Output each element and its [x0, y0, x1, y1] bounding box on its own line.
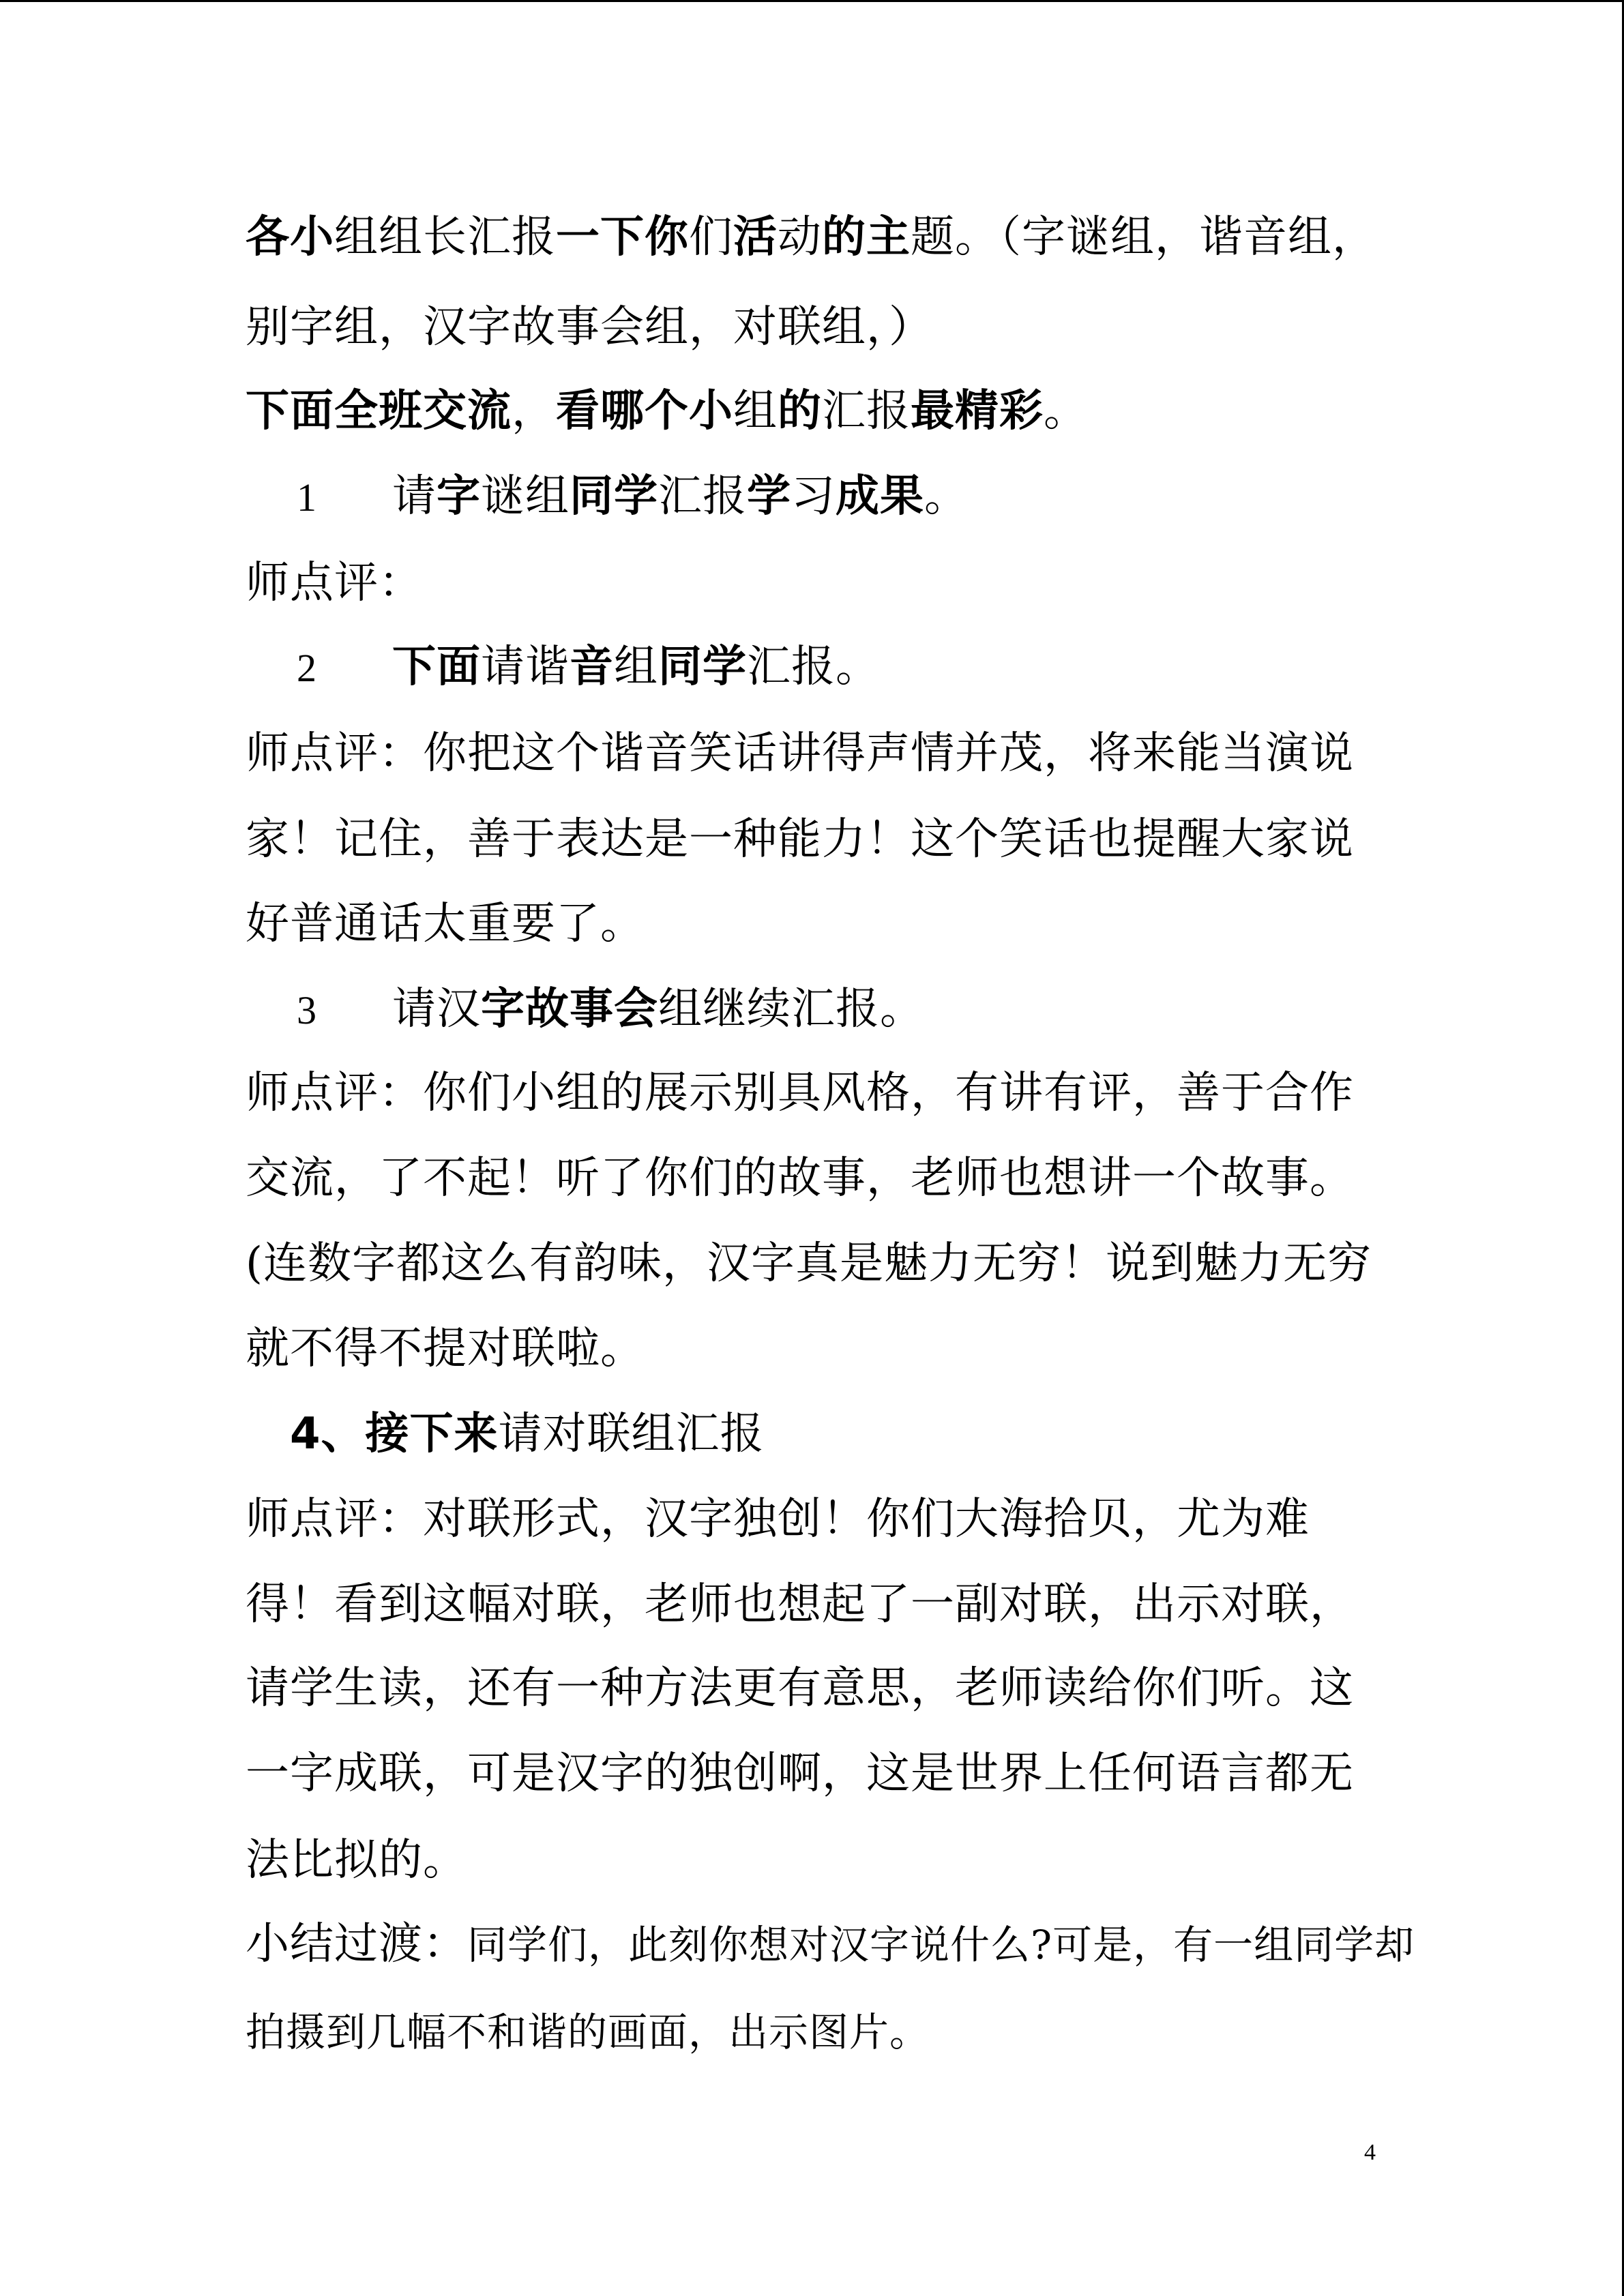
- text-run: 习: [791, 471, 836, 522]
- text-run: 一字成联，可是汉字的独创啊，这是世界上任何语言都无: [246, 1748, 1354, 1799]
- text-run: 师点评：对联形式，汉字独创！你们大海拾贝，尤为难: [246, 1494, 1310, 1545]
- list-number: 1: [297, 475, 317, 520]
- text-run: 汇报: [658, 471, 747, 522]
- text-run: 请汉: [392, 984, 481, 1034]
- text-run: 字: [437, 471, 481, 522]
- paragraph-line: [246, 384, 1088, 438]
- page-number: 4: [1364, 2140, 1376, 2165]
- text-run: 请学生读，还有一种方法更有意思，老师读给你们听。这: [246, 1663, 1354, 1714]
- text-run: 同学们，此刻你想对汉字说什么?可是，有一组同学却: [467, 1922, 1415, 1968]
- list-item: [246, 469, 969, 525]
- text-run: 同学: [658, 642, 747, 692]
- paragraph-line: [246, 897, 645, 951]
- text-run: 题。（字谜组，谐音组，: [911, 212, 1376, 263]
- text-run: 师点评：你们小组的展示别具风格，有讲有评，善于合作: [246, 1068, 1354, 1118]
- text-run: 下面: [392, 642, 481, 692]
- text-run: 好普通话太重要了。: [246, 899, 645, 949]
- text-run: 得！看到这幅对联，老师也想起了一副对联，出示对联，: [246, 1579, 1354, 1630]
- text-run: 请: [392, 471, 437, 522]
- text-run: 法比拟的。: [246, 1835, 467, 1885]
- text-run: 们: [689, 212, 733, 263]
- text-run: 4、接下来: [290, 1409, 499, 1459]
- text-run: 汇报: [822, 386, 911, 436]
- paragraph-line: [246, 812, 1354, 867]
- text-run: 的主: [822, 212, 911, 263]
- paragraph-line: [246, 2005, 930, 2059]
- text-run: 汇报。: [747, 642, 880, 692]
- text-run: 请对联组汇报: [498, 1409, 765, 1459]
- paragraph-line: [246, 210, 1376, 265]
- list-item: [246, 982, 924, 1038]
- text-run: 师点评：你把这个谐音笑话讲得声情并茂，将来能当演说: [246, 728, 1354, 779]
- list-item: [290, 1407, 765, 1461]
- paragraph-line: [246, 1492, 1310, 1547]
- text-run: 学: [747, 471, 791, 522]
- text-run: 师点评：: [246, 558, 423, 608]
- text-run: 字故事会: [481, 984, 658, 1034]
- text-run: 拍摄到几幅不和谐的画面，出示图片。: [246, 2009, 930, 2055]
- text-run: (连数字都这么有韵味，汉字真是魅力无穷！说到魅力无穷: [246, 1238, 1372, 1289]
- text-run: 就不得不提对联啦。: [246, 1324, 645, 1374]
- paragraph-line: [246, 1833, 467, 1888]
- text-run: 的: [778, 386, 822, 436]
- text-run: 成果: [836, 471, 924, 522]
- paragraph-line: [246, 1151, 1354, 1206]
- text-run: 组: [733, 386, 778, 436]
- text-run: 动: [778, 212, 822, 263]
- text-run: 音: [570, 642, 614, 692]
- paragraph-line: [246, 1066, 1354, 1120]
- text-run: 活: [733, 212, 778, 263]
- paragraph-line: [246, 1236, 1372, 1291]
- paragraph-line: [246, 1917, 1415, 1972]
- paragraph-line: [246, 1746, 1354, 1801]
- text-run: 组继续汇报。: [658, 984, 924, 1034]
- text-run: 请谐: [481, 642, 570, 692]
- paragraph-line: [246, 300, 933, 355]
- paragraph-line: [246, 556, 423, 610]
- text-run: 同学: [570, 471, 658, 522]
- list-item: [246, 640, 880, 696]
- paragraph-line: [246, 1322, 645, 1376]
- list-number: 3: [297, 988, 317, 1032]
- text-run: 一下你: [556, 212, 689, 263]
- text-run: 组组长汇报: [334, 212, 556, 263]
- text-run: ，: [512, 386, 556, 436]
- text-run: 各小: [246, 212, 334, 263]
- text-run: 家！记住，善于表达是一种能力！这个笑话也提醒大家说: [246, 814, 1354, 865]
- text-run: 谜组: [481, 471, 570, 522]
- text-run: 最精彩: [911, 386, 1044, 436]
- text-run: 下面全班交流: [246, 386, 512, 436]
- text-run: 交流，了不起！听了你们的故事，老师也想讲一个故事。: [246, 1153, 1354, 1204]
- text-run: 组: [614, 642, 658, 692]
- list-number: 2: [297, 646, 317, 690]
- text-run: 看哪个小: [556, 386, 733, 436]
- text-run: 别字组，汉字故事会组，对联组，）: [246, 302, 933, 353]
- text-run: 小结过渡：: [246, 1919, 467, 1969]
- paragraph-line: [246, 1661, 1354, 1716]
- text-run: 。: [1044, 386, 1088, 436]
- paragraph-line: [246, 1577, 1354, 1632]
- paragraph-line: [246, 726, 1354, 781]
- text-run: 。: [924, 471, 969, 522]
